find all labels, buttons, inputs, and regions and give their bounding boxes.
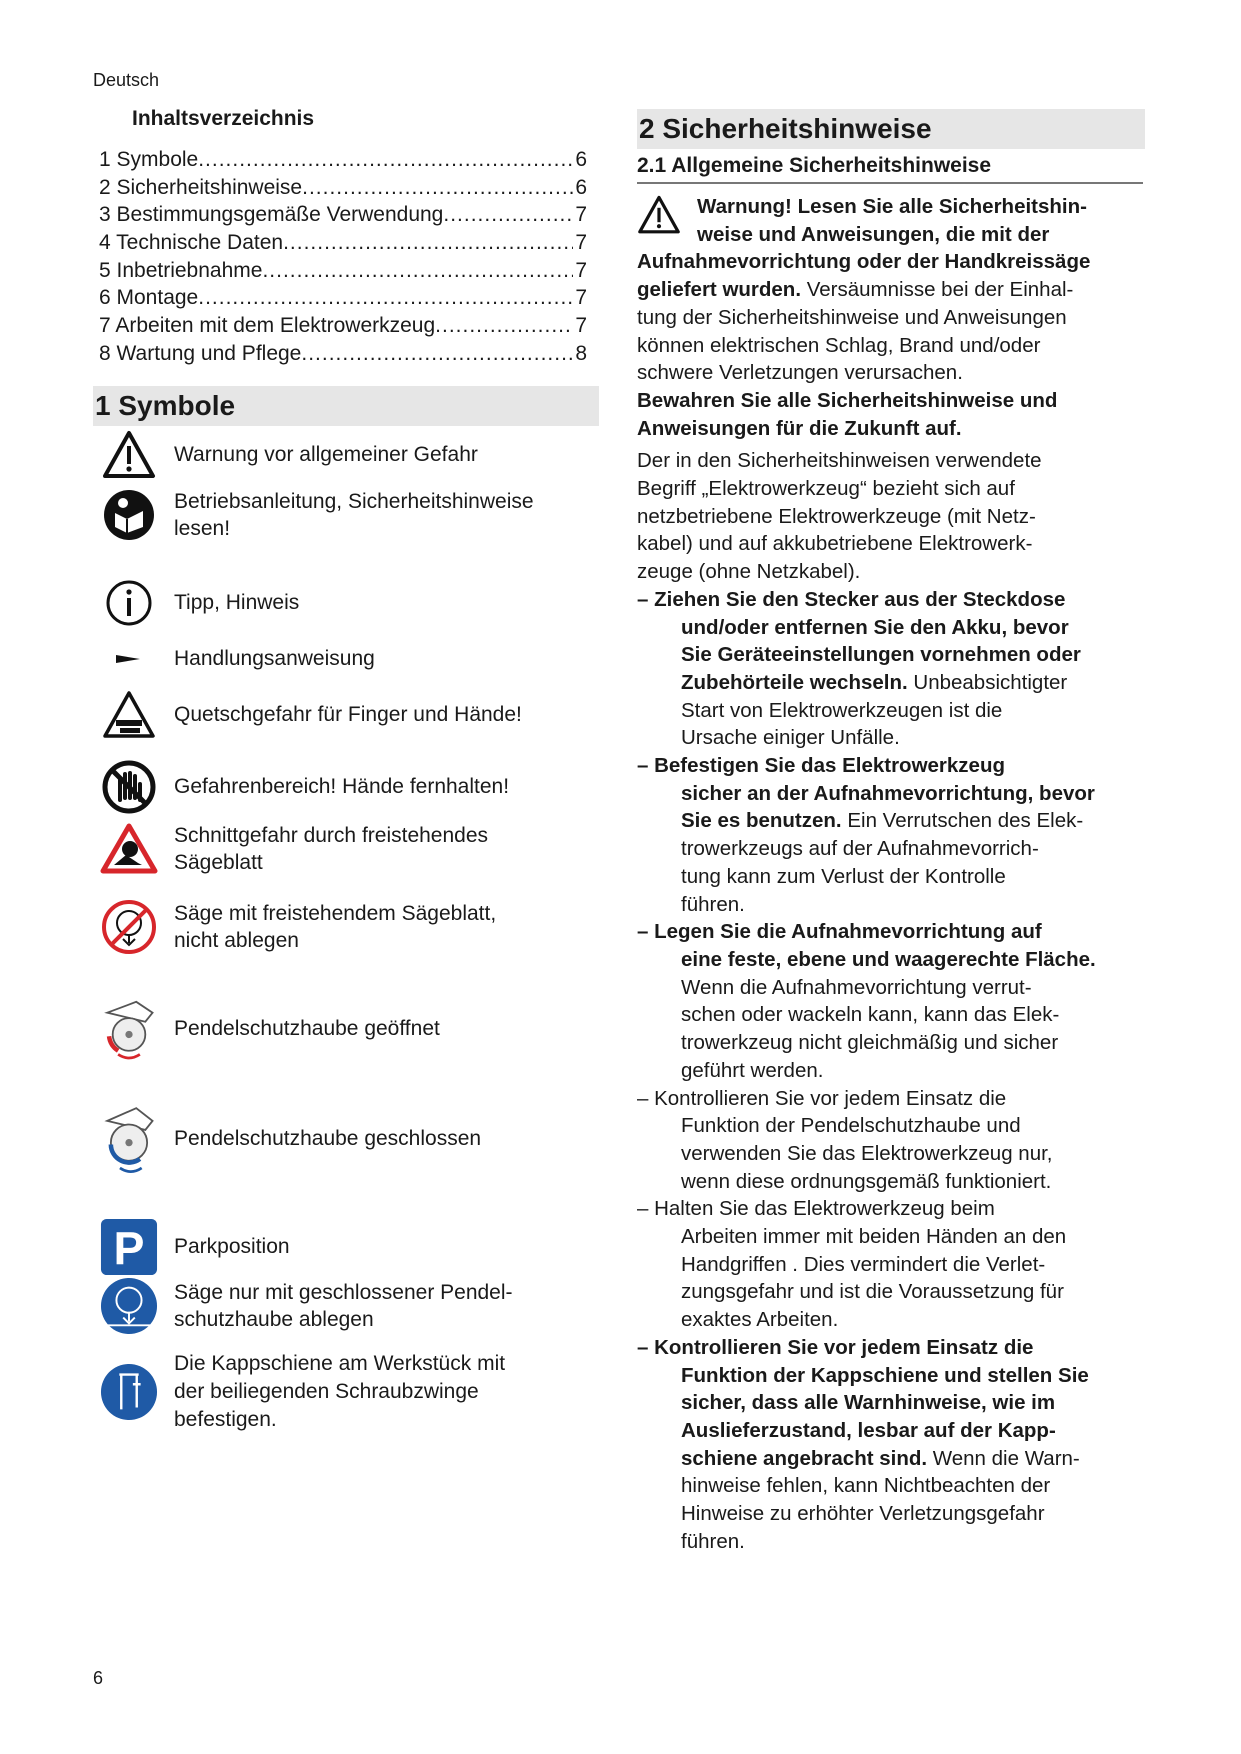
bold-text: Bewahren Sie alle Sicherheitshinweise und bbox=[637, 388, 1058, 412]
symbol-description-line: befestigen. bbox=[174, 1407, 277, 1431]
safety-bullet-block bbox=[637, 1334, 1157, 1556]
regular-text: schwere Verletzungen verursachen. bbox=[637, 361, 963, 385]
text-line bbox=[637, 1472, 1157, 1500]
safety-bullet-block bbox=[637, 586, 1157, 752]
lay-down-closed-guard-icon bbox=[100, 1277, 158, 1335]
symbol-description-line: Tipp, Hinweis bbox=[174, 591, 300, 615]
text-line bbox=[637, 332, 1157, 360]
symbol-description bbox=[174, 1279, 513, 1334]
regular-text: Der in den Sicherheitshinweisen verwendete bbox=[637, 449, 1042, 473]
text-line bbox=[637, 1500, 1157, 1528]
regular-text: wenn diese ordnungsgemäß funktioniert. bbox=[681, 1169, 1052, 1193]
text-line bbox=[637, 586, 1157, 614]
text-line bbox=[637, 503, 1157, 531]
text-line bbox=[637, 558, 1157, 586]
regular-text: Wenn die Warn- bbox=[927, 1446, 1080, 1470]
crush-hazard-icon bbox=[100, 686, 158, 744]
regular-text: Unbeabsichtigter bbox=[907, 670, 1068, 694]
text-line bbox=[637, 946, 1157, 974]
regular-text: trowerkzeugs auf der Aufnahmevorrich- bbox=[681, 837, 1039, 861]
text-line bbox=[637, 475, 1157, 503]
toc-entry[interactable] bbox=[99, 340, 587, 368]
guard-open-icon bbox=[100, 1000, 158, 1058]
text-line bbox=[637, 359, 1157, 387]
bold-text: sicher, dass alle Warnhinweise, wie im bbox=[681, 1391, 1056, 1415]
bold-text: – Befestigen Sie das Elektrowerkzeug bbox=[637, 754, 1005, 778]
regular-text: hinweise fehlen, kann Nichtbeachten der bbox=[681, 1474, 1051, 1498]
read-manual-icon bbox=[100, 486, 158, 544]
regular-text: Ursache einiger Unfälle. bbox=[681, 726, 900, 750]
text-line bbox=[637, 1389, 1157, 1417]
toc-entry-label: 7 Arbeiten mit dem Elektrowerkzeug bbox=[99, 314, 436, 338]
symbol-description-line: Parkposition bbox=[174, 1235, 290, 1259]
symbol-description-line: Die Kappschiene am Werkstück mit bbox=[174, 1352, 506, 1376]
guard-closed-icon bbox=[100, 1110, 158, 1168]
text-line bbox=[637, 1445, 1157, 1473]
toc-entry-label: 4 Technische Daten bbox=[99, 231, 284, 255]
text-line bbox=[637, 641, 1157, 669]
regular-text: können elektrischen Schlag, Brand und/oder bbox=[637, 333, 1041, 357]
bold-text: Anweisungen für die Zukunft auf. bbox=[637, 416, 962, 440]
text-line bbox=[637, 724, 1157, 752]
text-line bbox=[637, 1334, 1157, 1362]
text-line bbox=[637, 918, 1157, 946]
toc-leader-dots bbox=[198, 146, 573, 174]
bold-text: Zubehörteile wechseln. bbox=[681, 670, 908, 694]
text-line bbox=[637, 697, 1157, 725]
regular-text: verwenden Sie das Elektrowerkzeug nur, bbox=[681, 1141, 1053, 1165]
regular-text: schen oder wackeln kann, kann das Elek- bbox=[681, 1003, 1060, 1027]
bold-text: eine feste, ebene und waagerechte Fläche. bbox=[681, 947, 1096, 971]
bold-text: – Ziehen Sie den Stecker aus der Steckdose bbox=[637, 587, 1066, 611]
text-line bbox=[637, 891, 1157, 919]
text-line bbox=[637, 1140, 1157, 1168]
text-line bbox=[637, 1223, 1157, 1251]
symbol-description bbox=[174, 488, 534, 543]
toc-title: Inhaltsverzeichnis bbox=[132, 107, 315, 130]
bold-text: – Legen Sie die Aufnahmevorrichtung auf bbox=[637, 920, 1042, 944]
toc-entry-label: 8 Wartung und Pflege bbox=[99, 341, 302, 365]
regular-text: tung kann zum Verlust der Kontrolle bbox=[681, 864, 1006, 888]
symbol-description-line: Schnittgefahr durch freistehendes bbox=[174, 823, 489, 847]
text-line bbox=[637, 276, 1157, 304]
text-line bbox=[637, 669, 1157, 697]
symbol-description-line: nicht ablegen bbox=[174, 929, 299, 953]
symbol-description-line: Sägeblatt bbox=[174, 851, 263, 875]
toc-leader-dots bbox=[262, 257, 573, 285]
symbol-description-line: Säge mit freistehendem Sägeblatt, bbox=[174, 901, 497, 925]
toc-leader-dots bbox=[198, 284, 573, 312]
symbol-description-line: Pendelschutzhaube geöffnet bbox=[174, 1017, 440, 1041]
regular-text: führen. bbox=[681, 1529, 745, 1553]
safety-plain-block bbox=[637, 248, 1157, 387]
safety-warn-block bbox=[637, 193, 1157, 248]
bold-text: Auslieferzustand, lesbar auf der Kapp- bbox=[681, 1418, 1056, 1442]
symbol-row bbox=[100, 820, 600, 878]
symbol-row bbox=[100, 1218, 600, 1276]
toc-entry-label: 3 Bestimmungsgemäße Verwendung bbox=[99, 203, 444, 227]
toc-entry[interactable] bbox=[99, 201, 587, 229]
bold-text: Warnung! Lesen Sie alle Sicherheitshin- bbox=[697, 195, 1087, 218]
text-line bbox=[637, 248, 1157, 276]
toc-entry-page: 7 bbox=[575, 286, 587, 310]
regular-text: Versäumnisse bei der Einhal- bbox=[801, 278, 1074, 302]
symbol-description-line: Quetschgefahr für Finger und Hände! bbox=[174, 703, 522, 727]
regular-text: führen. bbox=[681, 892, 745, 916]
text-line bbox=[637, 415, 1157, 443]
clamp-icon bbox=[100, 1363, 158, 1421]
symbol-description-line: Warnung vor allgemeiner Gefahr bbox=[174, 443, 478, 467]
warning-triangle-icon bbox=[100, 426, 158, 484]
text-line bbox=[637, 1251, 1157, 1279]
symbol-row bbox=[100, 758, 600, 816]
symbol-row bbox=[100, 574, 600, 632]
cutting-hazard-icon bbox=[100, 820, 158, 878]
bold-text: schiene angebracht sind. bbox=[681, 1446, 928, 1470]
regular-text: Hinweise zu erhöhter Verletzungsgefahr bbox=[681, 1502, 1045, 1526]
parking-letter: P bbox=[113, 1222, 145, 1275]
symbol-row bbox=[100, 686, 600, 744]
text-line bbox=[637, 221, 1157, 249]
text-line bbox=[637, 1057, 1157, 1085]
action-arrow-icon bbox=[100, 630, 158, 688]
text-line bbox=[637, 1168, 1157, 1196]
text-line bbox=[637, 387, 1157, 415]
symbols-heading: 1 Symbole bbox=[93, 386, 599, 426]
text-line bbox=[637, 974, 1157, 1002]
text-line bbox=[637, 780, 1157, 808]
toc-entry-label: 2 Sicherheitshinweise bbox=[99, 175, 303, 199]
do-not-lay-down-saw-icon bbox=[100, 898, 158, 956]
regular-text: Wenn die Aufnahmevorrichtung verrut- bbox=[681, 975, 1032, 999]
toc-leader-dots bbox=[301, 340, 573, 368]
symbol-row bbox=[100, 1350, 600, 1433]
safety-plain-block bbox=[637, 447, 1157, 586]
regular-text: tung der Sicherheitshinweise und Anweisungen bbox=[637, 305, 1067, 329]
regular-text: Funktion der Pendelschutzhaube und bbox=[681, 1114, 1021, 1138]
regular-text: kabel) und auf akkubetriebene Elektrowerk- bbox=[637, 532, 1033, 556]
regular-text: Begriff „Elektrowerkzeug“ bezieht sich auf bbox=[637, 477, 1015, 501]
symbol-description bbox=[174, 589, 299, 617]
symbol-description bbox=[174, 1350, 505, 1433]
regular-text: Start von Elektrowerkzeugen ist die bbox=[681, 698, 1003, 722]
regular-text: Arbeiten immer mit beiden Händen an den bbox=[681, 1225, 1067, 1249]
toc-leader-dots bbox=[435, 312, 573, 340]
symbol-description bbox=[174, 701, 522, 729]
toc-entry[interactable] bbox=[99, 257, 587, 285]
toc-entry-page: 8 bbox=[575, 341, 587, 365]
symbol-description bbox=[174, 645, 375, 673]
text-line bbox=[637, 193, 1157, 221]
toc-leader-dots bbox=[443, 201, 573, 229]
safety-bullet-block bbox=[637, 1195, 1157, 1334]
regular-text: Handgriffen . Dies vermindert die Verlet- bbox=[681, 1252, 1046, 1276]
symbol-row bbox=[100, 486, 600, 544]
toc-entry-page: 7 bbox=[575, 258, 587, 282]
safety-bullet-block bbox=[637, 752, 1157, 918]
symbol-description bbox=[174, 900, 496, 955]
toc-entry-page: 7 bbox=[575, 203, 587, 227]
info-icon bbox=[100, 574, 158, 632]
text-line bbox=[637, 1528, 1157, 1556]
toc-entry[interactable] bbox=[99, 146, 587, 174]
safety-text bbox=[637, 193, 1157, 1555]
text-line bbox=[637, 530, 1157, 558]
parking-icon bbox=[100, 1218, 158, 1276]
safety-plain-block bbox=[637, 387, 1157, 442]
text-line bbox=[637, 807, 1157, 835]
toc-entry-label: 1 Symbole bbox=[99, 148, 199, 171]
symbol-description-line: Pendelschutzhaube geschlossen bbox=[174, 1127, 482, 1151]
safety-subheading: 2.1 Allgemeine Sicherheitshinweise bbox=[637, 154, 1143, 184]
text-line bbox=[637, 1417, 1157, 1445]
safety-heading: 2 Sicherheitshinweise bbox=[637, 109, 1145, 149]
symbol-row bbox=[100, 898, 600, 956]
toc-entry-label: 6 Montage bbox=[99, 286, 199, 310]
text-line bbox=[637, 447, 1157, 475]
toc-entry[interactable] bbox=[99, 284, 587, 312]
bold-text: Funktion der Kappschiene und stellen Sie bbox=[681, 1363, 1089, 1387]
bold-text: sicher an der Aufnahmevorrichtung, bevor bbox=[681, 781, 1095, 805]
text-line bbox=[637, 1195, 1157, 1223]
text-line bbox=[637, 835, 1157, 863]
text-line bbox=[637, 304, 1157, 332]
text-line bbox=[637, 1085, 1157, 1113]
text-line bbox=[637, 1112, 1157, 1140]
toc-entry-page: 6 bbox=[575, 148, 587, 171]
bold-text: Sie es benutzen. bbox=[681, 809, 842, 833]
symbol-description bbox=[174, 441, 478, 469]
regular-text: zungsgefahr und ist die Voraussetzung für bbox=[681, 1280, 1064, 1304]
regular-text: netzbetriebene Elektrowerkzeuge (mit Netz- bbox=[637, 504, 1036, 528]
text-line bbox=[637, 863, 1157, 891]
regular-text: – Kontrollieren Sie vor jedem Einsatz die bbox=[637, 1086, 1007, 1110]
text-line bbox=[637, 1029, 1157, 1057]
symbol-row bbox=[100, 426, 600, 484]
symbol-description-line: lesen! bbox=[174, 517, 231, 541]
text-line bbox=[637, 1278, 1157, 1306]
symbol-description-line: schutzhaube ablegen bbox=[174, 1308, 374, 1332]
symbol-description bbox=[174, 1015, 440, 1043]
regular-text: – Halten Sie das Elektrowerkzeug beim bbox=[637, 1197, 995, 1221]
regular-text: trowerkzeug nicht gleichmäßig und sicher bbox=[681, 1031, 1059, 1055]
symbol-description-line: Handlungsanweisung bbox=[174, 647, 375, 671]
symbol-description-line: Gefahrenbereich! Hände fernhalten! bbox=[174, 775, 510, 799]
safety-bullet-block bbox=[637, 1085, 1157, 1196]
symbol-description-line: Säge nur mit geschlossener Pendel- bbox=[174, 1280, 513, 1304]
bold-text: und/oder entfernen Sie den Akku, bevor bbox=[681, 615, 1069, 639]
symbol-description-line: der beiliegenden Schraubzwinge bbox=[174, 1380, 479, 1404]
toc-entry[interactable] bbox=[99, 174, 587, 202]
keep-hands-away-icon bbox=[100, 758, 158, 816]
bold-text: Aufnahmevorrichtung oder der Handkreissäge bbox=[637, 250, 1091, 274]
symbol-row bbox=[100, 630, 600, 688]
bold-text: Sie Geräteeinstellungen vornehmen oder bbox=[681, 643, 1081, 667]
text-line bbox=[637, 1001, 1157, 1029]
symbol-row bbox=[100, 1277, 600, 1335]
bold-text: – Kontrollieren Sie vor jedem Einsatz die bbox=[637, 1335, 1034, 1359]
page-number: 6 bbox=[93, 1668, 104, 1688]
symbol-description-line: Betriebsanleitung, Sicherheitshinweise bbox=[174, 489, 534, 513]
symbol-description bbox=[174, 1125, 481, 1153]
symbol-row bbox=[100, 1110, 600, 1168]
table-of-contents bbox=[99, 146, 587, 368]
text-line bbox=[637, 752, 1157, 780]
symbol-row bbox=[100, 1000, 600, 1058]
safety-bullet-block bbox=[637, 918, 1157, 1084]
bold-text: weise und Anweisungen, die mit der bbox=[697, 222, 1050, 246]
text-line bbox=[637, 614, 1157, 642]
symbol-description bbox=[174, 1233, 290, 1261]
toc-entry-page: 7 bbox=[575, 231, 587, 255]
text-line bbox=[637, 1362, 1157, 1390]
toc-leader-dots bbox=[283, 229, 573, 257]
toc-entry-page: 7 bbox=[575, 314, 587, 338]
bold-text: geliefert wurden. bbox=[637, 278, 802, 302]
toc-entry[interactable] bbox=[99, 229, 587, 257]
regular-text: exaktes Arbeiten. bbox=[681, 1308, 839, 1332]
regular-text: geführt werden. bbox=[681, 1058, 824, 1082]
toc-entry-page: 6 bbox=[575, 175, 587, 199]
regular-text: zeuge (ohne Netzkabel). bbox=[637, 560, 861, 584]
warning-triangle-icon bbox=[637, 195, 681, 243]
toc-entry-label: 5 Inbetriebnahme bbox=[99, 258, 263, 282]
language-label: Deutsch bbox=[93, 70, 160, 90]
toc-leader-dots bbox=[302, 174, 573, 202]
symbol-description bbox=[174, 773, 509, 801]
toc-entry[interactable] bbox=[99, 312, 587, 340]
regular-text: Ein Verrutschen des Elek- bbox=[841, 809, 1084, 833]
text-line bbox=[637, 1306, 1157, 1334]
symbol-description bbox=[174, 822, 488, 877]
